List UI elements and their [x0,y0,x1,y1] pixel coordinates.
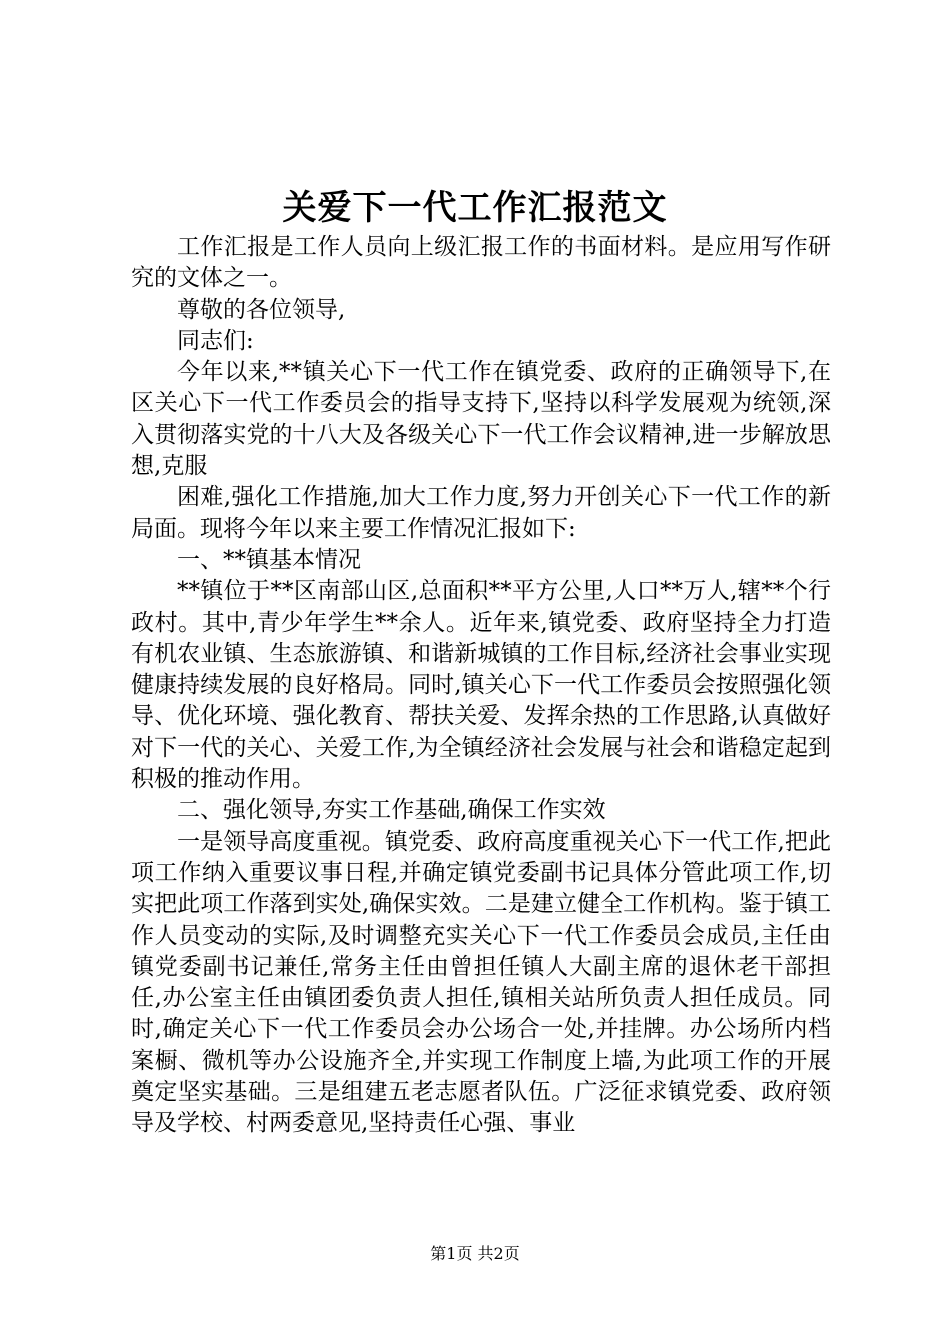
paragraph-leadership: 一是领导高度重视。镇党委、政府高度重视关心下一代工作,把此项工作纳入重要议事日程,并确定镇党委副书记具体分管此项工作,切实把此项工作落到实处,确保实效。二是建立健全工作机构。鉴于镇工作人员变动的实际,及时调整充实关心下一代工作委员会成员,主任由镇党委副书记兼任,常务主任由曾担任镇人大副主席的退休老干部担任,办公室主任由镇团委负责人担任,镇相关站所负责人担任成员。同时,确定关心下一代工作委员会办公场合一处,并挂牌。办公场所内档案橱、微机等办公设施齐全,并实现工作制度上墙,为此项工作的开展奠定坚实基础。三是组建五老志愿者队伍。广泛征求镇党委、政府领导及学校、村两委意见,坚持责任心强、事业 [131,828,831,1137]
page-footer: 第1页 共2页 [430,1244,520,1263]
section-heading-2: 二、强化领导,夯实工作基础,确保工作实效 [177,797,606,824]
paragraph-greeting: 同志们: [177,327,254,354]
document-title: 关爱下一代工作汇报范文 [282,188,668,228]
paragraph-intro: 工作汇报是工作人员向上级汇报工作的书面材料。是应用写作研究的文体之一。 [131,234,831,292]
paragraph-salutation: 尊敬的各位领导, [177,296,346,323]
document-body [131,232,831,1140]
paragraph-basic-info: **镇位于**区南部山区,总面积**平方公里,人口**万人,辖**个行政村。其中,青少年学生**余人。近年来,镇党委、政府坚持全力打造有机农业镇、生态旅游镇、和谐新城镇的工作目标,经济社会事业实现健康持续发展的良好格局。同时,镇关心下一代工作委员会按照强化领导、优化环境、强化教育、帮扶关爱、发挥余热的工作思路,认真做好对下一代的关心、关爱工作,为全镇经济社会发展与社会和谐稳定起到积极的推动作用。 [131,578,831,793]
paragraph-opening: 今年以来,**镇关心下一代工作在镇党委、政府的正确领导下,在区关心下一代工作委员会的指导支持下,坚持以科学发展观为统领,深入贯彻落实党的十八大及各级关心下一代工作会议精神,进一步解放思想,克服 [131,359,831,480]
paragraph-opening-cont: 困难,强化工作措施,加大工作力度,努力开创关心下一代工作的新局面。现将今年以来主要工作情况汇报如下: [131,484,831,542]
section-heading-1: 一、**镇基本情况 [177,546,361,573]
